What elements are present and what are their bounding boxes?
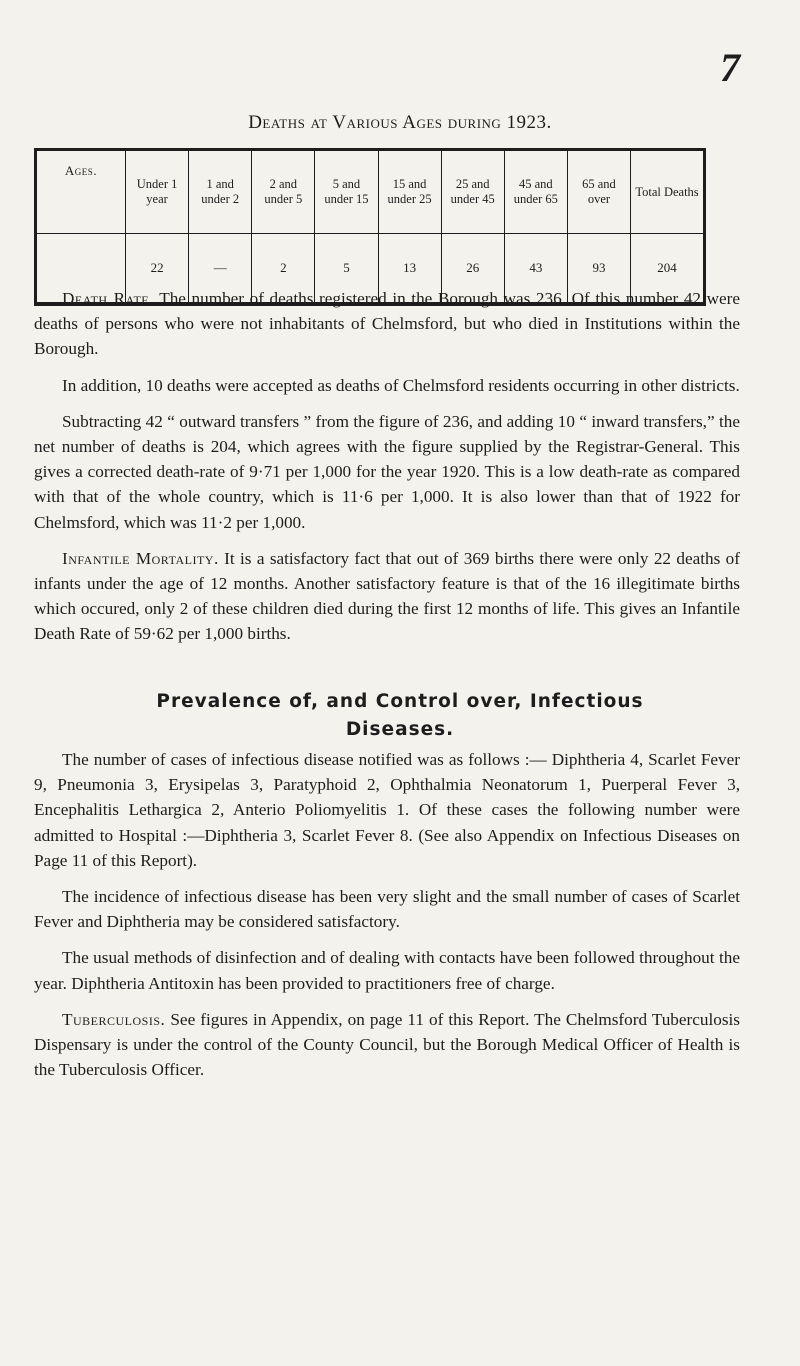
header-45-under-65: 45 and under 65 <box>504 150 567 234</box>
heading-line-2: Diseases. <box>345 719 455 740</box>
cell-15-under-25: 13 <box>378 234 441 305</box>
table-title: Deaths at Various Ages during 1923. <box>248 112 552 133</box>
header-15-under-25: 15 and under 25 <box>378 150 441 234</box>
deaths-by-age-table <box>34 148 706 306</box>
infectious-paragraph-2: The incidence of infectious disease has been very slight and the small number of cases of Scarlet Fever and Diphtheria may be considered satisfactory. <box>34 887 740 932</box>
infantile-mortality-paragraph <box>34 546 740 647</box>
cell-5-under-15: 5 <box>315 234 378 305</box>
death-rate-text-1: The number of deaths registered in the Borough was 236. Of this number 42 were deaths of persons who were not inhabitants of Chelmsford, but who died in Institutions within the Borough. <box>34 289 740 359</box>
death-rate-paragraph-2: In addition, 10 deaths were accepted as deaths of Chelmsford residents occurring in other districts. <box>62 375 740 395</box>
cell-1-under-2: — <box>189 234 252 305</box>
tuberculosis-text: See figures in Appendix, on page 11 of this Report. The Chelmsford Tuberculosis Dispensary is under the control of the County Council, but the Borough Medical Officer of Health is the Tuberculosis Officer. <box>34 1009 740 1080</box>
header-65-over: 65 and over <box>567 150 630 234</box>
header-ages: Ages. <box>36 150 126 234</box>
infectious-diseases-heading <box>0 688 800 744</box>
tuberculosis-lead: Tuberculosis. <box>62 1009 166 1029</box>
header-5-under-15: 5 and under 15 <box>315 150 378 234</box>
header-1-under-2: 1 and under 2 <box>189 150 252 234</box>
cell-45-under-65: 43 <box>504 234 567 305</box>
cell-total: 204 <box>657 260 677 275</box>
page-number: 7 <box>720 45 740 90</box>
header-under-1: Under 1 year <box>126 150 189 234</box>
death-rate-section <box>34 286 740 647</box>
header-2-under-5: 2 and under 5 <box>252 150 315 234</box>
death-rate-paragraph <box>34 286 740 362</box>
infectious-diseases-section <box>34 747 740 1082</box>
heading-line-1: Prevalence of, and Control over, Infectious <box>156 691 644 712</box>
infantile-mortality-text: It is a satisfactory fact that out of 369 births there were only 22 deaths of infants under the age of 12 months. Another satisfactory feature is that of the 16 illegitimate births which occured, only 2 of these children died during the first 12 months of life. This gives an Infantile Death Rate of 59·62 per 1,000 births. <box>34 548 740 644</box>
header-total: Total Deaths <box>631 150 705 234</box>
deaths-table-container <box>34 148 706 306</box>
tuberculosis-paragraph <box>34 1007 740 1083</box>
cell-2-under-5: 2 <box>252 234 315 305</box>
cell-25-under-45: 26 <box>441 234 504 305</box>
infectious-paragraph-3: The usual methods of disinfection and of dealing with contacts have been followed throughout the year. Diphtheria Antitoxin has been provided to practitioners free of charge. <box>34 948 740 993</box>
cell-under-1: 22 <box>126 234 189 305</box>
header-25-under-45: 25 and under 45 <box>441 150 504 234</box>
death-rate-lead: Death Rate. <box>62 289 154 308</box>
infectious-paragraph-1: The number of cases of infectious disease notified was as follows :— Diphtheria 4, Scarlet Fever 9, Pneumonia 3, Erysipelas 3, Paratyphoid 2, Ophthalmia Neonatorum 1, Puerperal Fever 3, Encephalitis Lethargica 2, Anterio Poliomyelitis 1. Of these cases the following number were admitted to Hospital :—Diphtheria 3, Scarlet Fever 8. (See also Appendix on Infectious Diseases on Page 11 of this Report). <box>34 750 740 870</box>
infantile-mortality-lead: Infantile Mortality. <box>62 548 219 568</box>
death-rate-paragraph-3: Subtracting 42 “ outward transfers ” from the figure of 236, and adding 10 “ inward transfers,” the net number of deaths is 204, which agrees with the figure supplied by the Registrar-General. This gives a corrected death-rate of 9·71 per 1,000 for the year 1920. This is a low death-rate as compared with that of the whole country, which is 11·6 per 1,000. It is also lower than that of 1922 for Chelmsford, which was 11·2 per 1,000. <box>34 411 740 532</box>
table-header-row <box>36 150 705 234</box>
cell-65-over: 93 <box>567 234 630 305</box>
